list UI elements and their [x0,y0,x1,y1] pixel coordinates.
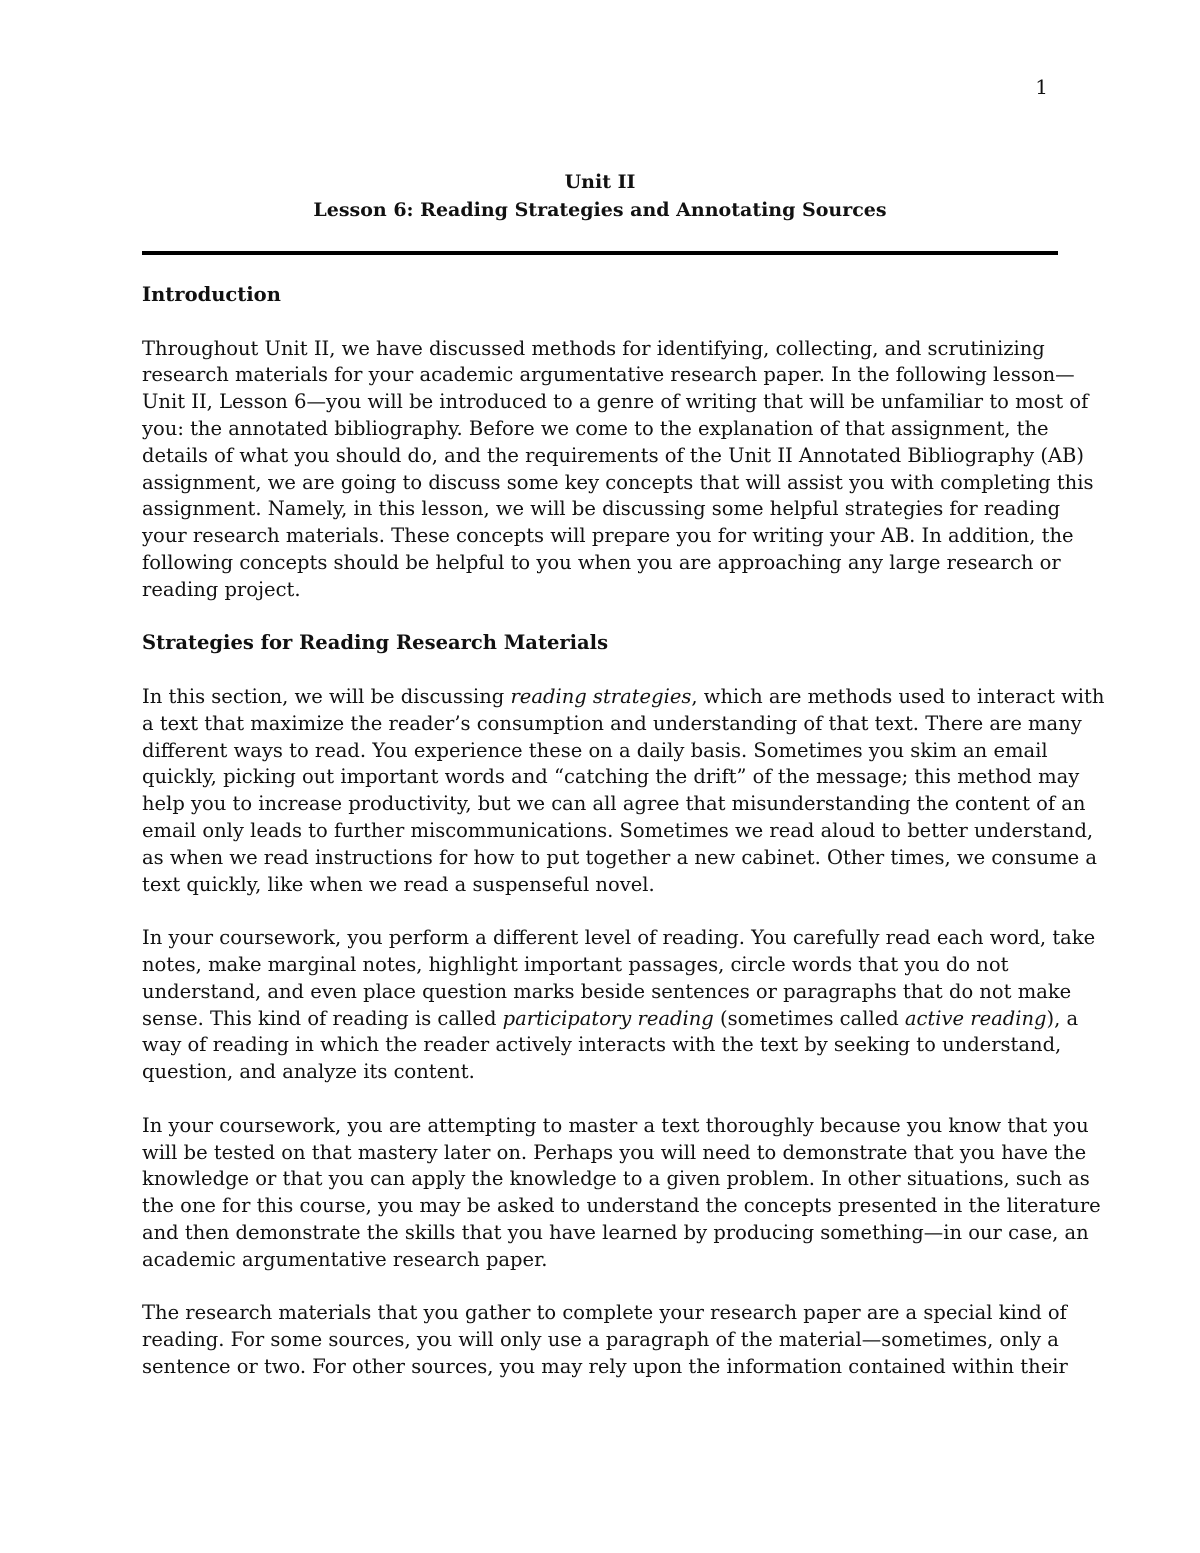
participatory-reading-term: participatory reading [502,1006,714,1030]
text-line: notes, make marginal notes, highlight important passages, circle words that you do not [142,952,1009,976]
text-line: reading project. [142,577,301,601]
text-line: understand, and even place question marks beside sentences or paragraphs that do not make [142,979,1072,1003]
text-line: assignment, we are going to discuss some key concepts that will assist you with completing this [142,470,1094,494]
text-line: knowledge or that you can apply the knowledge to a given problem. In other situations, such as [142,1167,1090,1191]
text-line: a text that maximize the reader’s consumption and understanding of that text. There are many [142,711,1082,735]
text-line: following concepts should be helpful to you when you are approaching any large research or [142,550,1061,574]
text-line: The research materials that you gather to complete your research paper are a special kind of [142,1301,1067,1325]
reading-strategies-term: reading strategies [510,684,692,708]
text-run: In this section, we will be discussing [142,684,511,708]
text-line: question, and analyze its content. [142,1060,475,1084]
strategies-paragraph-2 [142,925,1096,1086]
text-line: research materials for your academic argumentative research paper. In the following lesson— [142,363,1075,387]
document-title [142,168,1058,224]
text-run: , which are methods used to interact with [691,684,1105,708]
text-line: and then demonstrate the skills that you have learned by producing something—in our case, an [142,1220,1089,1244]
text-line: the one for this course, you may be asked to understand the concepts presented in the literature [142,1194,1101,1218]
strategies-heading: Strategies for Reading Research Materials [142,631,609,655]
title-divider [142,251,1058,255]
text-line: your research materials. These concepts will prepare you for writing your AB. In addition, the [142,524,1074,548]
text-line: reading. For some sources, you will only use a paragraph of the material—sometimes, only a [142,1328,1059,1352]
text-run: ), a [1046,1006,1079,1030]
text-line: Throughout Unit II, we have discussed methods for identifying, collecting, and scrutinizing [142,336,1045,360]
unit-title: Unit II [564,171,636,193]
active-reading-term: active reading [904,1006,1047,1030]
text-line: assignment. Namely, in this lesson, we will be discussing some helpful strategies for reading [142,497,1061,521]
strategies-paragraph-4 [142,1300,1068,1380]
text-line: way of reading in which the reader actively interacts with the text by seeking to understand, [142,1033,1062,1057]
text-line: text quickly, like when we read a suspenseful novel. [142,872,655,896]
text-line: as when we read instructions for how to put together a new cabinet. Other times, we consume a [142,845,1097,869]
text-line: details of what you should do, and the requirements of the Unit II Annotated Bibliography (AB) [142,443,1084,467]
text-line: you: the annotated bibliography. Before we come to the explanation of that assignment, the [142,416,1049,440]
text-line: In your coursework, you are attempting to master a text thoroughly because you know that you [142,1113,1089,1137]
text-line: help you to increase productivity, but we can all agree that misunderstanding the content of an [142,792,1086,816]
strategies-paragraph-3 [142,1113,1101,1274]
strategies-paragraph-1 [142,684,1105,898]
introduction-heading: Introduction [142,283,281,306]
text-line: different ways to read. You experience these on a daily basis. Sometimes you skim an email [142,738,1048,762]
page-number: 1 [1035,75,1048,99]
text-line: Unit II, Lesson 6—you will be introduced to a genre of writing that will be unfamiliar to most of [142,390,1089,414]
text-line: academic argumentative research paper. [142,1247,548,1271]
text-line [142,684,1105,711]
text-line: will be tested on that mastery later on. Perhaps you will need to demonstrate that you have the [142,1140,1087,1164]
introduction-paragraph [142,336,1094,604]
text-run: (sometimes called [713,1006,905,1030]
text-run: sense. This kind of reading is called [142,1006,503,1030]
text-line: sentence or two. For other sources, you may rely upon the information contained within their [142,1354,1068,1378]
lesson-title: Lesson 6: Reading Strategies and Annotating Sources [313,199,887,221]
text-line: In your coursework, you perform a different level of reading. You carefully read each word, take [142,926,1096,950]
text-line [142,1006,1079,1033]
document-body [142,282,1105,1407]
text-line: email only leads to further miscommunications. Sometimes we read aloud to better understand, [142,818,1094,842]
text-line: quickly, picking out important words and “catching the drift” of the message; this method may [142,765,1080,789]
